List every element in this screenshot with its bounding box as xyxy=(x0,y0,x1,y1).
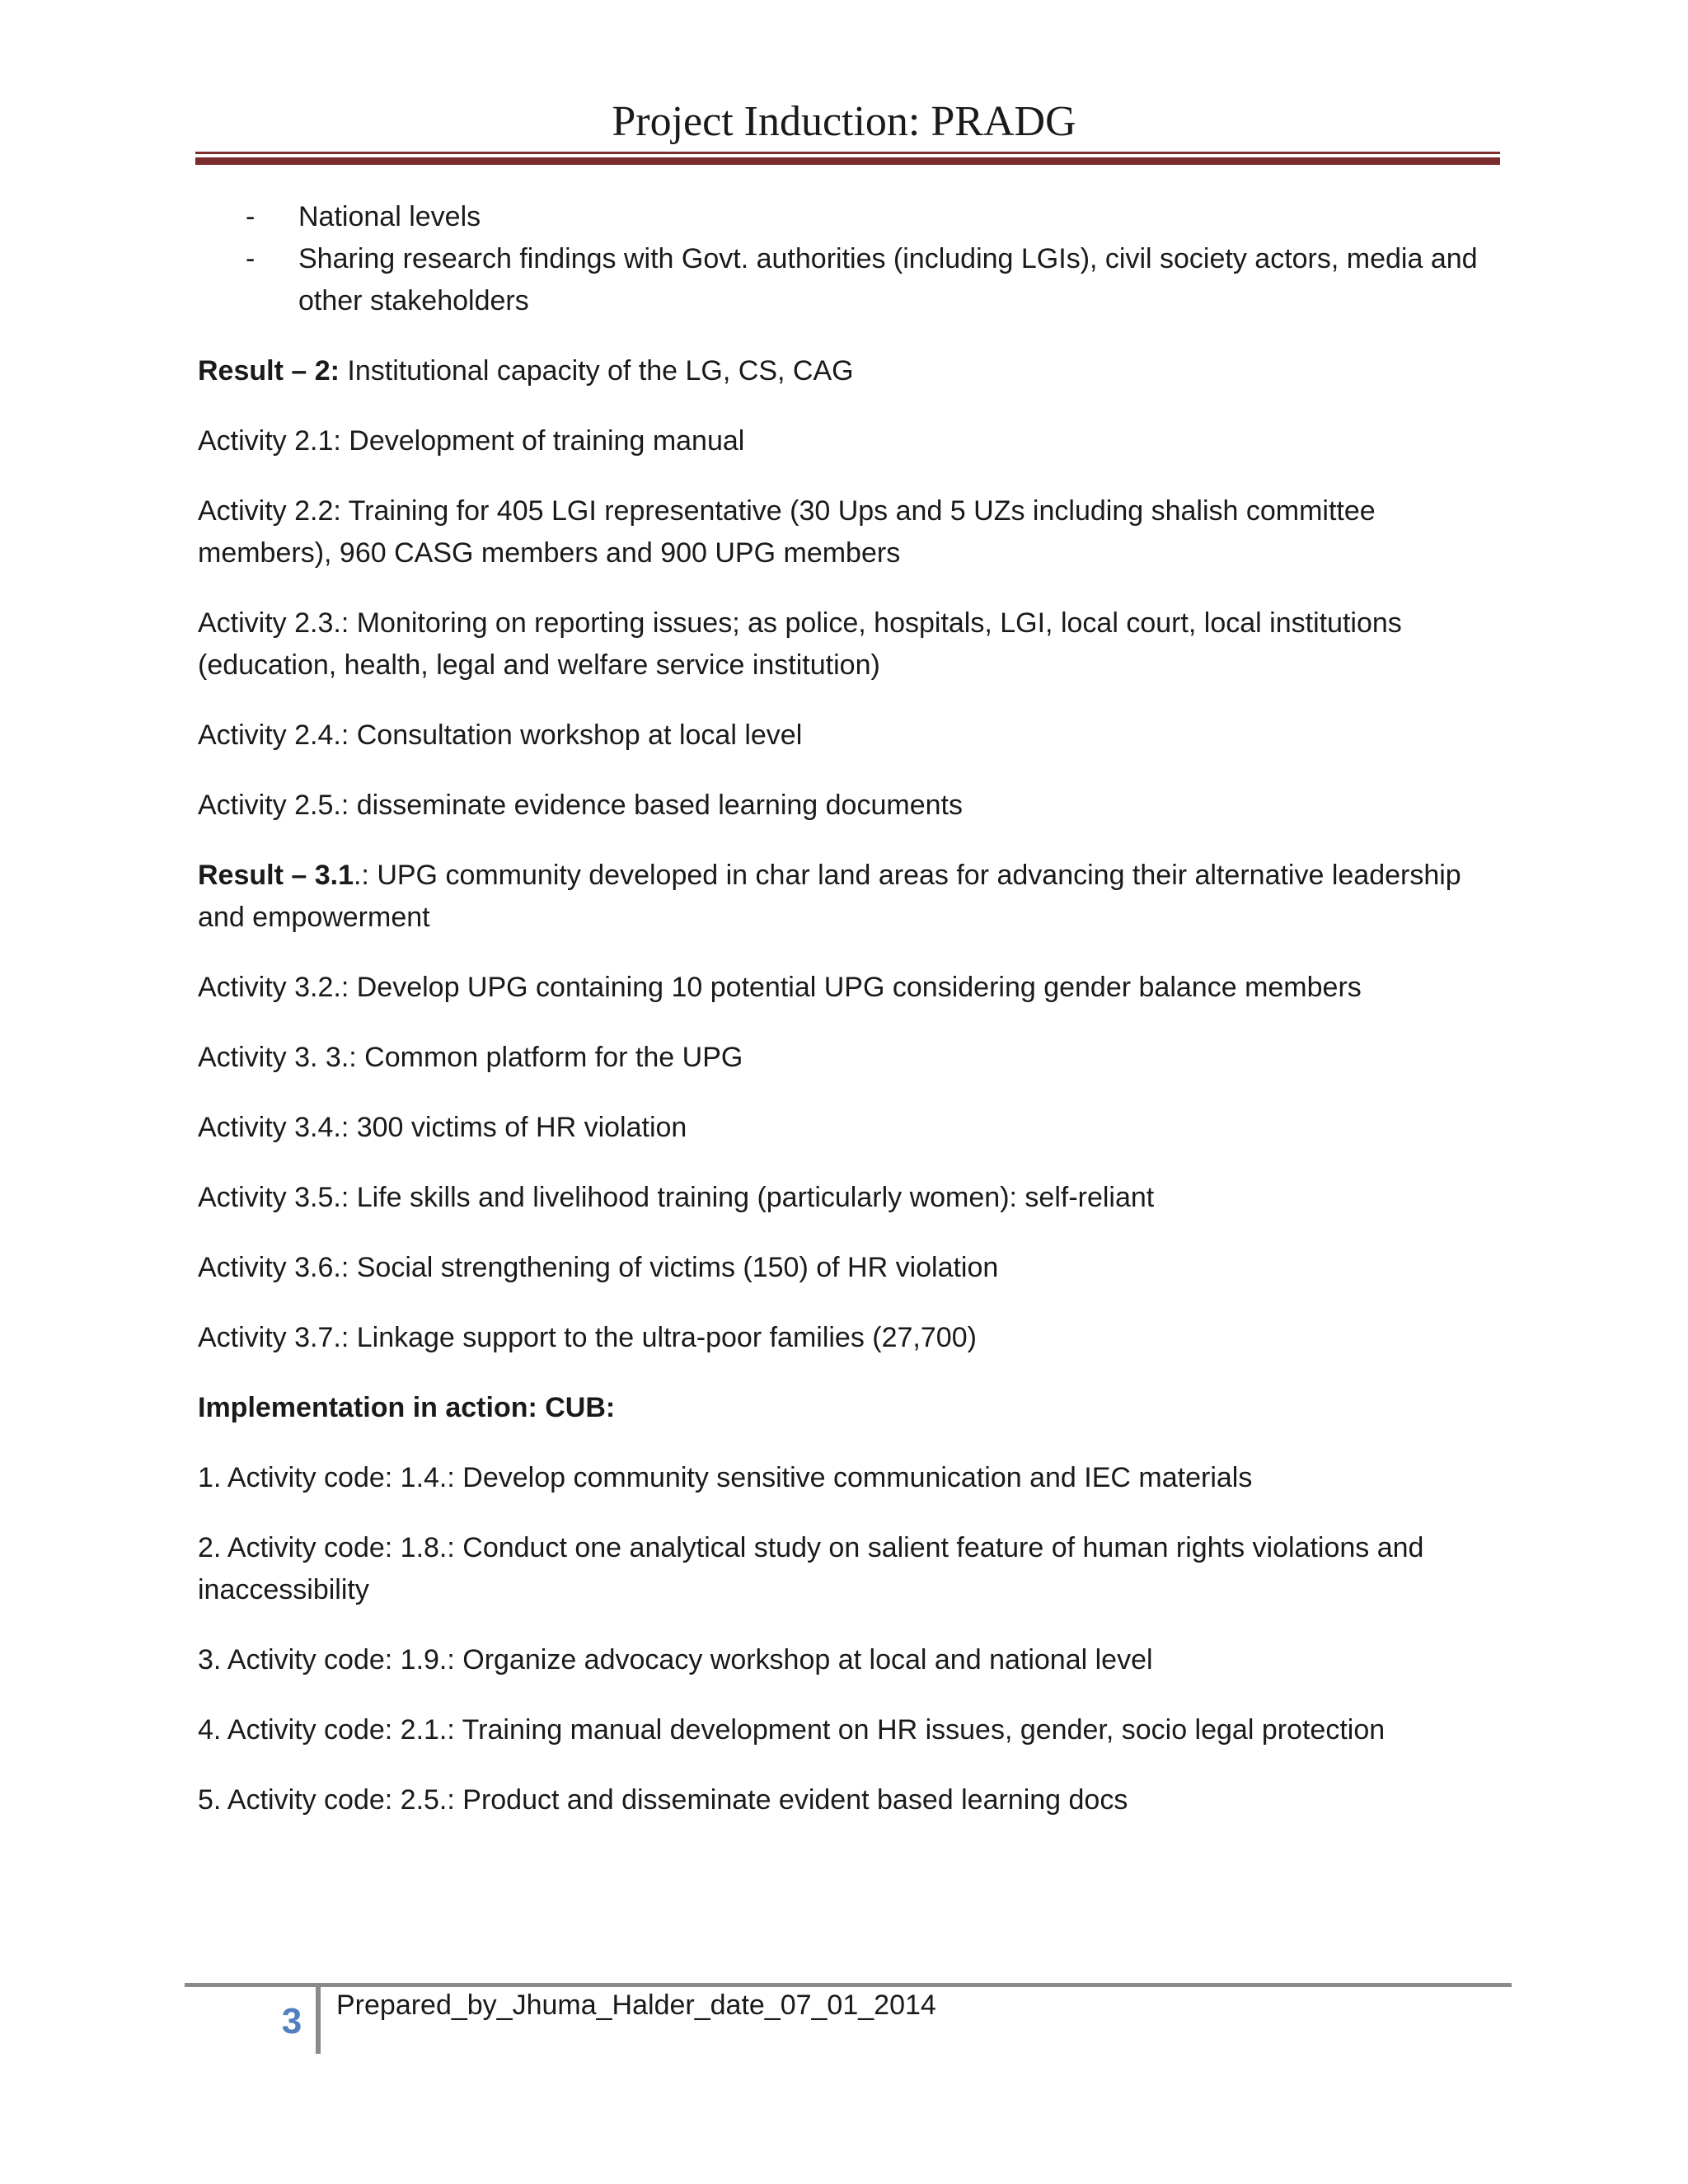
activity-3-5: Activity 3.5.: Life skills and livelihood training (particularly women): self-reliant xyxy=(198,1182,1155,1213)
implementation-item: 1. Activity code: 1.4.: Develop community sensitive communication and IEC materials xyxy=(198,1462,1253,1493)
bullet-text: Sharing research findings with Govt. authorities (including LGIs), civil society actors, media and other stakeholders xyxy=(298,243,1478,316)
footer-divider xyxy=(316,1986,321,2054)
header-rule-thick xyxy=(195,157,1500,165)
activity-3-4: Activity 3.4.: 300 victims of HR violation xyxy=(198,1112,687,1143)
document-body xyxy=(198,196,1500,1821)
implementation-item: 3. Activity code: 1.9.: Organize advocacy workshop at local and national level xyxy=(198,1644,1153,1675)
page-header-title: Project Induction: PRADG xyxy=(612,98,1076,145)
footer-rule xyxy=(185,1983,1512,1987)
result-3-1-paragraph xyxy=(198,855,1500,939)
header-rule-thin xyxy=(195,152,1500,154)
implementation-heading: Implementation in action: CUB: xyxy=(198,1392,616,1423)
activity-3-7: Activity 3.7.: Linkage support to the ultra-poor families (27,700) xyxy=(198,1322,977,1353)
result-2-paragraph xyxy=(198,350,1500,392)
activity-2-2: Activity 2.2: Training for 405 LGI representative (30 Ups and 5 UZs including shalish committee members), 960 CASG members and 900 UPG members xyxy=(198,495,1376,569)
result-3-1-label: Result – 3.1 xyxy=(198,860,354,891)
result-2-text: Institutional capacity of the LG, CS, CAG xyxy=(339,355,854,387)
bullet-dash: - xyxy=(246,243,256,274)
activity-2-3: Activity 2.3.: Monitoring on reporting issues; as police, hospitals, LGI, local court, local institutions (education, health, legal and welfare service institution) xyxy=(198,607,1402,681)
activity-2-1: Activity 2.1: Development of training manual xyxy=(198,425,745,457)
activity-3-2: Activity 3.2.: Develop UPG containing 10 potential UPG considering gender balance members xyxy=(198,972,1362,1003)
activity-3-3: Activity 3. 3.: Common platform for the UPG xyxy=(198,1042,743,1073)
implementation-item: 4. Activity code: 2.1.: Training manual development on HR issues, gender, socio legal protection xyxy=(198,1714,1386,1746)
activity-2-5: Activity 2.5.: disseminate evidence based learning documents xyxy=(198,790,963,821)
implementation-item: 2. Activity code: 1.8.: Conduct one analytical study on salient feature of human rights violations and inaccessibility xyxy=(198,1532,1424,1605)
bullet-text: National levels xyxy=(298,201,481,232)
footer-text: Prepared_by_Jhuma_Halder_date_07_01_2014 xyxy=(336,1990,936,2021)
implementation-item: 5. Activity code: 2.5.: Product and disseminate evident based learning docs xyxy=(198,1784,1128,1816)
bullet-list xyxy=(198,196,1500,322)
activity-2-4: Activity 2.4.: Consultation workshop at local level xyxy=(198,719,803,751)
bullet-item xyxy=(198,196,1500,238)
result-3-1-text: .: UPG community developed in char land areas for advancing their alternative leadership and empowerment xyxy=(198,860,1461,933)
activity-3-6: Activity 3.6.: Social strengthening of victims (150) of HR violation xyxy=(198,1252,999,1283)
page-number: 3 xyxy=(281,2001,302,2041)
bullet-item xyxy=(198,238,1500,322)
bullet-dash: - xyxy=(246,201,256,232)
result-2-label: Result – 2: xyxy=(198,355,340,387)
